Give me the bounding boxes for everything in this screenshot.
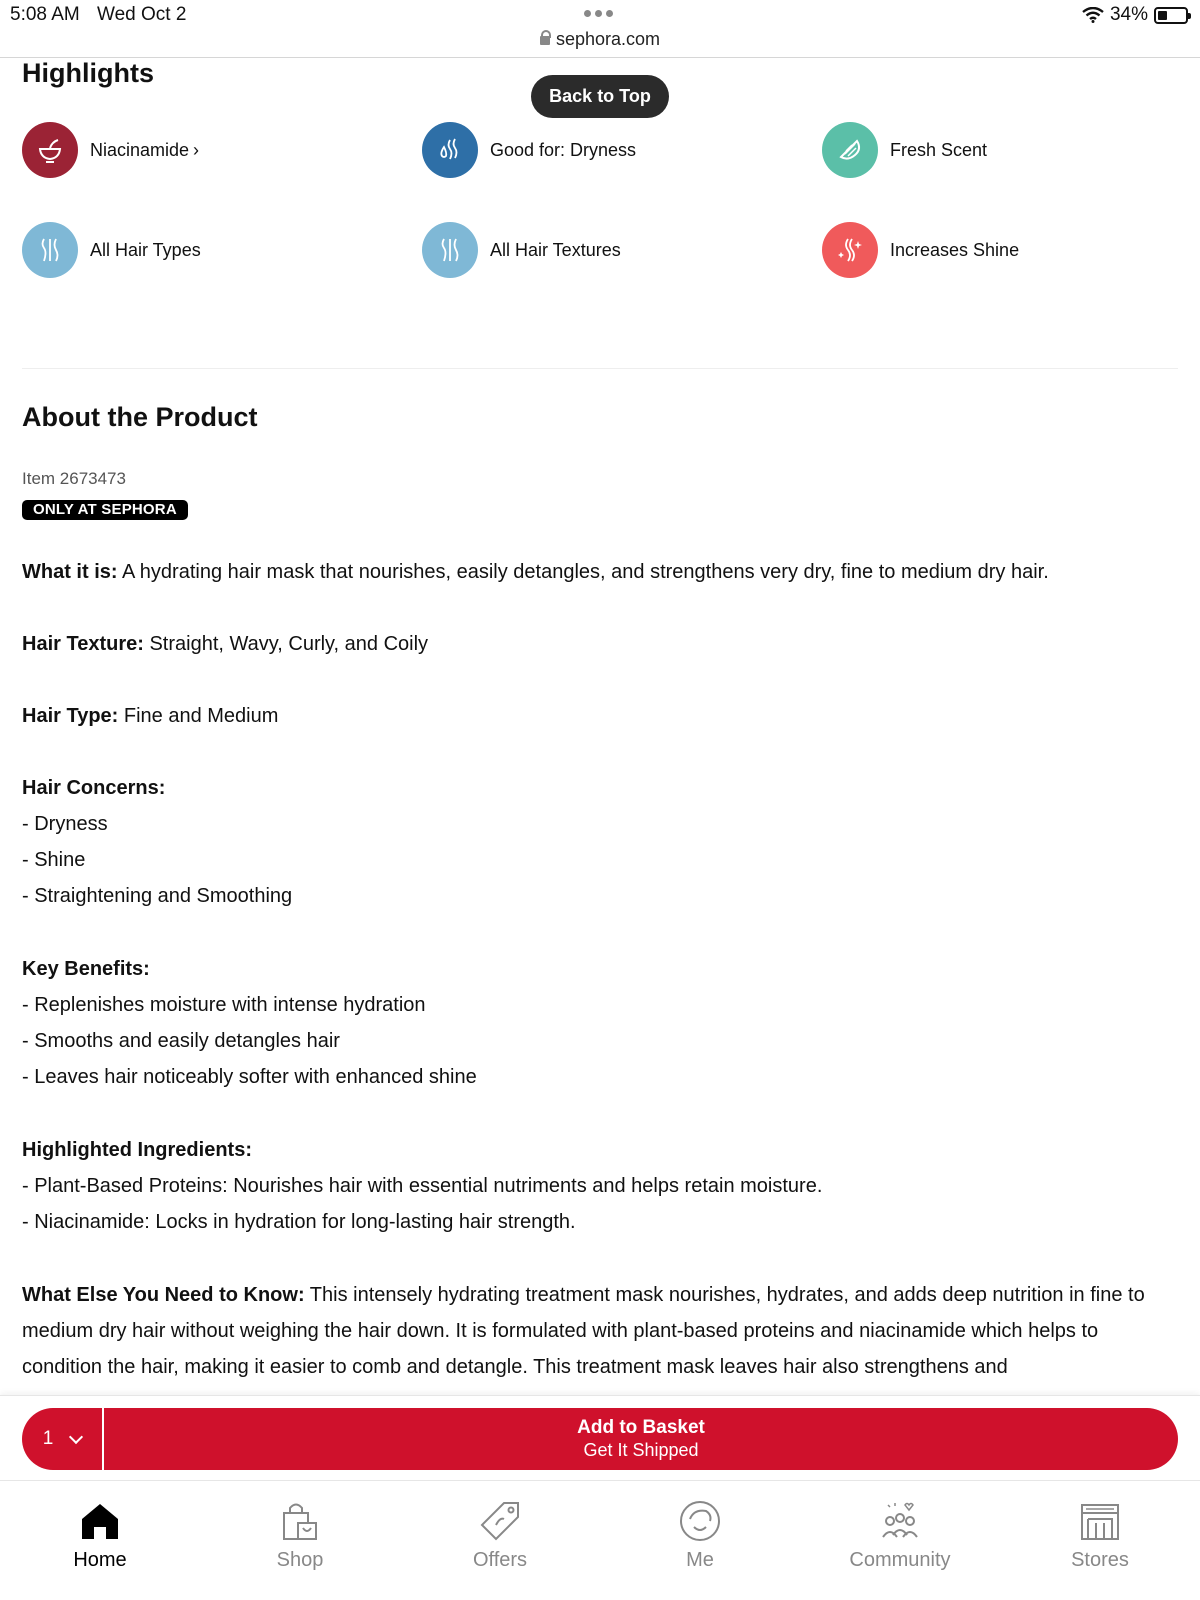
- tag-icon: [478, 1499, 522, 1543]
- key-benefits: Key Benefits: - Replenishes moisture with intense hydration - Smooths and easily detangles hair - Leaves hair noticeably softer with enhanced shine: [22, 951, 477, 1095]
- community-icon: [878, 1499, 922, 1543]
- url-bar[interactable]: [0, 29, 1200, 50]
- list-item: - Niacinamide: Locks in hydration for long-lasting hair strength.: [22, 1211, 576, 1233]
- quantity-value: 1: [42, 1428, 54, 1449]
- highlight-increases-shine: [822, 222, 1019, 278]
- hair-strands-icon: [22, 222, 78, 278]
- list-item: - Smooths and easily detangles hair: [22, 1030, 340, 1052]
- multitask-dots-icon[interactable]: [584, 10, 613, 17]
- battery-icon: [1154, 7, 1188, 24]
- status-time: 5:08 AM: [10, 4, 80, 25]
- add-to-basket-label: Add to Basket: [577, 1417, 705, 1438]
- highlighted-ingredients: Highlighted Ingredients: - Plant-Based Proteins: Nourishes hair with essential nutriments and helps retain moisture. - Niacinamide: Locks in hydration for long-lasting hair strength.: [22, 1132, 822, 1240]
- list-item: - Plant-Based Proteins: Nourishes hair with essential nutriments and helps retain moisture.: [22, 1175, 823, 1197]
- highlight-fresh-scent: [822, 122, 987, 178]
- bottom-tab-bar: [0, 1480, 1200, 1600]
- citrus-icon: [822, 122, 878, 178]
- list-item: - Replenishes moisture with intense hydration: [22, 994, 426, 1016]
- hair-concerns: Hair Concerns: - Dryness - Shine - Straightening and Smoothing: [22, 770, 292, 914]
- face-icon: [678, 1499, 722, 1543]
- highlight-label: Niacinamide: [90, 139, 190, 160]
- droplets-icon: [422, 122, 478, 178]
- lock-icon: [540, 36, 550, 45]
- highlight-label: All Hair Types: [90, 239, 201, 260]
- highlights-title: Highlights: [22, 58, 154, 88]
- section-divider: [22, 368, 1178, 369]
- highlight-hair-types: [22, 222, 201, 278]
- sparkle-hair-icon: [822, 222, 878, 278]
- chevron-right-icon: ›: [193, 139, 200, 160]
- highlight-hair-textures: [422, 222, 621, 278]
- wifi-icon: [1082, 7, 1104, 23]
- tab-stores[interactable]: Stores: [1000, 1499, 1200, 1572]
- bowl-icon: [22, 122, 78, 178]
- home-icon: [78, 1499, 122, 1543]
- quantity-select[interactable]: [22, 1408, 104, 1470]
- hair-type: Hair Type: Fine and Medium: [22, 705, 279, 727]
- highlight-label: All Hair Textures: [490, 239, 621, 260]
- add-to-basket-bar: [0, 1395, 1200, 1480]
- list-item: - Straightening and Smoothing: [22, 885, 293, 907]
- status-indicators: [1082, 4, 1188, 26]
- list-item: - Shine: [22, 849, 86, 871]
- list-item: - Dryness: [22, 813, 108, 835]
- what-else-to-know: What Else You Need to Know: This intensely hydrating treatment mask nourishes, hydrates, and adds deep nutrition in fine to medium dry hair without weighing the hair down. It is formulated with plant-based proteins and niacinamide which helps to condition the hair, making it easier to comb and detangle. This treatment mask leaves hair also strengthens and: [22, 1284, 1145, 1378]
- highlight-label: Fresh Scent: [890, 139, 988, 160]
- shipping-method-label: Get It Shipped: [583, 1440, 699, 1460]
- hair-texture: Hair Texture: Straight, Wavy, Curly, and Coily: [22, 633, 429, 655]
- highlight-dryness: [422, 122, 636, 178]
- exclusive-badge: ONLY AT SEPHORA: [22, 500, 188, 520]
- item-number: Item 2673473: [22, 469, 126, 488]
- add-to-basket-button[interactable]: [104, 1408, 1178, 1470]
- highlight-label: Increases Shine: [890, 239, 1020, 260]
- about-title: About the Product: [22, 402, 258, 432]
- store-icon: [1078, 1499, 1122, 1543]
- what-it-is: What it is: A hydrating hair mask that nourishes, easily detangles, and strengthens very dry, fine to medium dry hair.: [22, 561, 1049, 583]
- hair-strands-icon: [422, 222, 478, 278]
- battery-percent: 34%: [1109, 4, 1148, 25]
- url-text: sephora.com: [555, 29, 661, 49]
- status-bar: [0, 0, 1200, 58]
- list-item: - Leaves hair noticeably softer with enhanced shine: [22, 1066, 477, 1088]
- chevron-down-icon: [69, 1429, 83, 1443]
- highlight-label: Good for: Dryness: [490, 139, 637, 160]
- tab-offers[interactable]: Offers: [400, 1499, 600, 1572]
- back-to-top-button[interactable]: Back to Top: [531, 75, 669, 118]
- status-date: Wed Oct 2: [97, 4, 187, 25]
- tab-community[interactable]: Community: [800, 1499, 1000, 1572]
- add-to-basket-control: [22, 1408, 1178, 1470]
- tab-home[interactable]: Home: [0, 1499, 200, 1572]
- tab-me[interactable]: Me: [600, 1499, 800, 1572]
- tab-shop[interactable]: Shop: [200, 1499, 400, 1572]
- highlight-niacinamide[interactable]: [22, 122, 199, 178]
- shopping-bag-icon: [278, 1499, 322, 1543]
